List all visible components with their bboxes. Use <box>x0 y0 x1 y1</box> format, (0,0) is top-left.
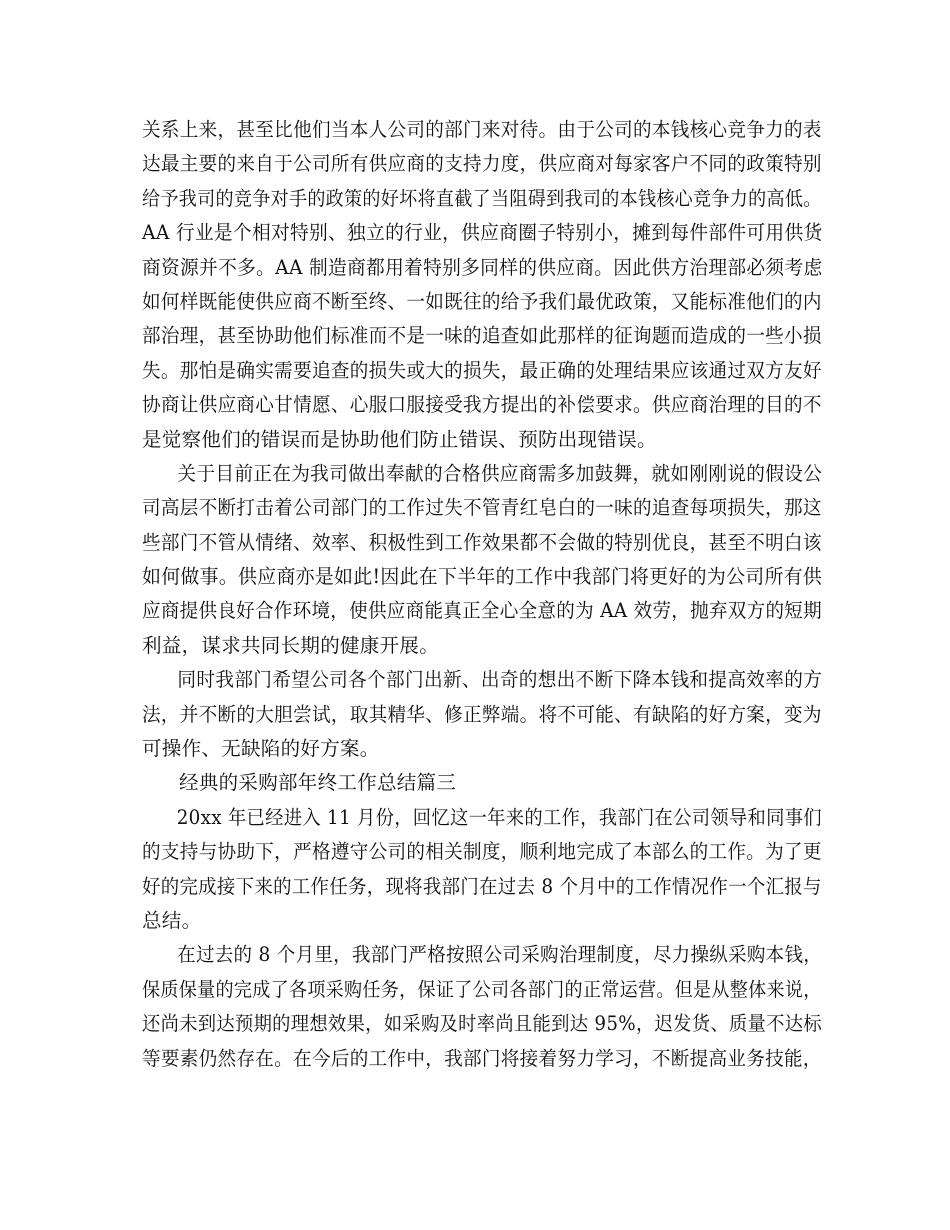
text-line: 同时我部门希望公司各个部门出新、出奇的想出不断下降本钱和提高效率的方 <box>177 668 823 692</box>
text-line: 保质保量的完成了各项采购任务，保证了公司各部门的正常运营。但是从整体来说， <box>142 977 822 1001</box>
text-line: 在过去的 8 个月里，我部门严格按照公司采购治理制度，尽力操纵采购本钱， <box>177 943 823 967</box>
text-line: 协商让供应商心甘情愿、心服口服接受我方提出的补偿要求。供应商治理的目的不 <box>142 393 822 417</box>
text-line: 好的完成接下来的工作任务，现将我部门在过去 8 个月中的工作情况作一个汇报与 <box>142 874 822 898</box>
text-line: 如何样既能使供应商不断至终、一如既往的给予我们最优政策，又能标准他们的内 <box>142 289 822 313</box>
text-line: 等要素仍然存在。在今后的工作中，我部门将接着努力学习，不断提高业务技能， <box>142 1046 822 1070</box>
text-line: 20xx 年已经进入 11 月份，回忆这一年来的工作，我部门在公司领导和同事们 <box>176 805 822 829</box>
text-line: 部治理，甚至协助他们标准而不是一味的追查如此那样的征询题而造成的一些小损 <box>142 324 822 348</box>
document-body <box>142 113 822 1076</box>
text-line: 利益，谋求共同长期的健康开展。 <box>142 633 440 657</box>
text-line: 关系上来，甚至比他们当本人公司的部门来对待。由于公司的本钱核心竞争力的表 <box>142 118 822 141</box>
text-line: 应商提供良好合作环境，使供应商能真正全心全意的为 AA 效劳，抛弃双方的短期 <box>142 599 822 623</box>
text-line: 司高层不断打击着公司部门的工作过失不管青红皂白的一味的追查每项损失，那这 <box>142 496 822 520</box>
text-line: 如何做事。供应商亦是如此!因此在下半年的工作中我部门将更好的为公司所有供 <box>142 565 823 589</box>
text-line: 法，并不断的大胆尝试，取其精华、修正弊端。将不可能、有缺陷的好方案，变为 <box>142 702 822 726</box>
text-line: 经典的采购部年终工作总结篇三 <box>179 771 457 795</box>
text-line: 达最主要的来自于公司所有供应商的支持力度，供应商对每家客户不同的政策特别 <box>142 152 822 176</box>
text-line: 关于目前正在为我司做出奉献的合格供应商需多加鼓舞，就如刚刚说的假设公 <box>177 461 823 485</box>
text-line: 可操作、无缺陷的好方案。 <box>142 737 380 761</box>
text-line: 些部门不管从情绪、效率、积极性到工作效果都不会做的特别优良，甚至不明白该 <box>142 530 822 554</box>
text-line: 还尚未到达预期的理想效果，如采购及时率尚且能到达 95%，迟发货、质量不达标 <box>142 1012 822 1036</box>
text-line: 的支持与协助下，严格遵守公司的相关制度，顺利地完成了本部么的工作。为了更 <box>142 840 822 864</box>
text-line: 给予我司的竞争对手的政策的好坏将直截了当阻碍到我司的本钱核心竞争力的高低。 <box>142 186 822 210</box>
text-line: 商资源并不多。AA 制造商都用着特别多同样的供应商。因此供方治理部必须考虑 <box>142 255 823 279</box>
text-line: 总结。 <box>142 908 202 932</box>
text-line: 是觉察他们的错误而是协助他们防止错误、预防出现错误。 <box>142 427 657 451</box>
text-line: 失。那怕是确实需要追查的损失或大的损失，最正确的处理结果应该通过双方友好 <box>142 358 822 382</box>
text-line: AA 行业是个相对特别、独立的行业，供应商圈子特别小，摊到每件部件可用供货 <box>142 221 823 245</box>
